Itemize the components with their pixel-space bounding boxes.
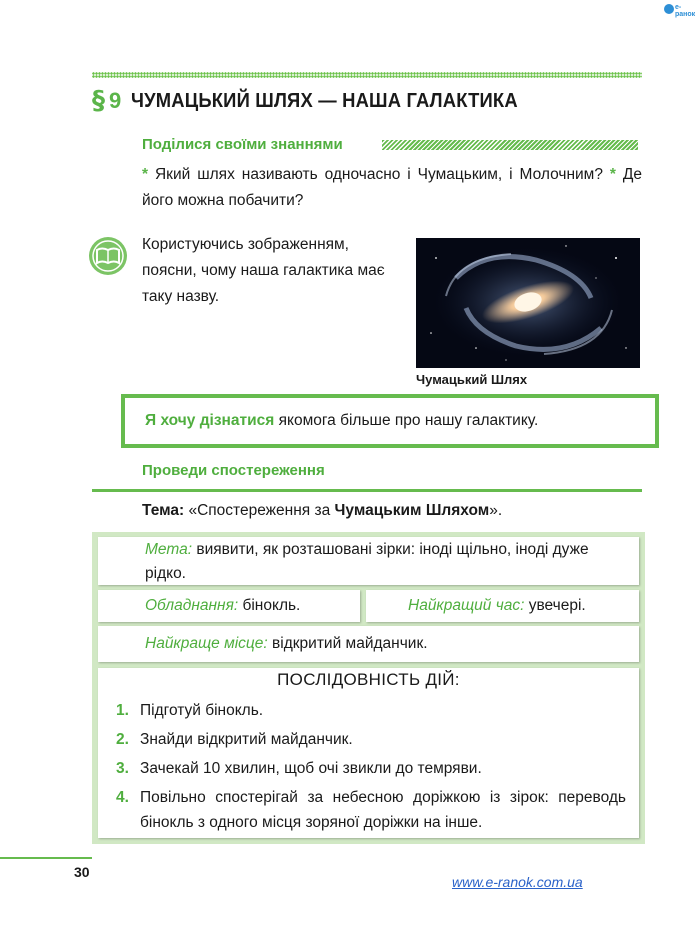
list-item [116, 785, 626, 835]
topic-line [142, 502, 502, 520]
steps-list [116, 698, 626, 839]
share-questions [142, 162, 642, 214]
star-bullet: * [142, 166, 149, 183]
list-item [116, 727, 626, 752]
step-text: Знайди відкритий майданчик. [140, 731, 353, 748]
step-number: 2. [116, 731, 129, 748]
step-text: Повільно спостерігай за небесною доріжкою із зірок: переводь бінокль з одного місця зоряної доріжки на інше. [140, 789, 626, 831]
galaxy-image [416, 238, 640, 368]
goal-text [145, 538, 625, 586]
site-link[interactable]: www.e-ranok.com.ua [452, 874, 583, 890]
step-number: 3. [116, 760, 129, 777]
step-text: Зачекай 10 хвилин, щоб очі звикли до темряви. [140, 760, 482, 777]
time-text [408, 594, 586, 618]
question-2: Де його можна побачити? [142, 166, 643, 209]
hatched-bar [382, 140, 638, 150]
list-item [116, 756, 626, 781]
step-number: 4. [116, 789, 129, 806]
equipment-label: Обладнання: [145, 597, 239, 614]
book-icon [88, 236, 128, 276]
list-item [116, 698, 626, 723]
section-number: 9 [109, 88, 122, 113]
page-number: 30 [74, 864, 90, 880]
galaxy-caption: Чумацький Шлях [416, 372, 528, 387]
place-text [145, 632, 428, 656]
place-label: Найкраще місце: [145, 635, 268, 652]
goal-value: виявити, як розташовані зірки: іноді щільно, іноді дуже рідко. [145, 541, 589, 582]
topic-bold: Чумацьким Шляхом [334, 502, 490, 519]
step-text: Підготуй бінокль. [140, 702, 264, 719]
place-value: відкритий майданчик. [272, 635, 428, 652]
want-text: якомога більше про нашу галактику. [278, 412, 539, 429]
want-label: Я хочу дізнатися [145, 412, 275, 429]
topic-text: «Спостереження за [188, 502, 331, 519]
step-number: 1. [116, 702, 129, 719]
time-value: увечері. [528, 597, 586, 614]
want-to-know-box [121, 394, 659, 448]
topic-label: Тема: [142, 502, 185, 519]
footer-rule [0, 857, 92, 859]
image-task-text: Користуючись зображенням, поясни, чому наша галактика має таку назву. [142, 236, 385, 305]
share-heading: Поділися своїми знаннями [142, 136, 343, 153]
topic-end: ». [489, 502, 503, 519]
page-title: ЧУМАЦЬКИЙ ШЛЯХ — НАША ГАЛАКТИКА [131, 89, 519, 112]
section-sign: § [92, 86, 105, 116]
star-bullet: * [609, 166, 616, 183]
steps-title: ПОСЛІДОВНІСТЬ ДІЙ: [277, 670, 460, 689]
goal-label: Мета: [145, 541, 193, 558]
section-title [92, 86, 552, 116]
time-label: Найкращий час: [408, 597, 525, 614]
observe-heading: Проведи спостереження [142, 462, 325, 479]
equipment-value: бінокль. [242, 597, 301, 614]
title-dotted-rule [92, 72, 642, 78]
observe-rule [92, 489, 642, 492]
question-1: Який шлях називають одночасно і Чумацьким, і Молочним? [154, 166, 603, 183]
equipment-text [145, 594, 300, 618]
publisher-logo: e-ранок [664, 4, 696, 18]
